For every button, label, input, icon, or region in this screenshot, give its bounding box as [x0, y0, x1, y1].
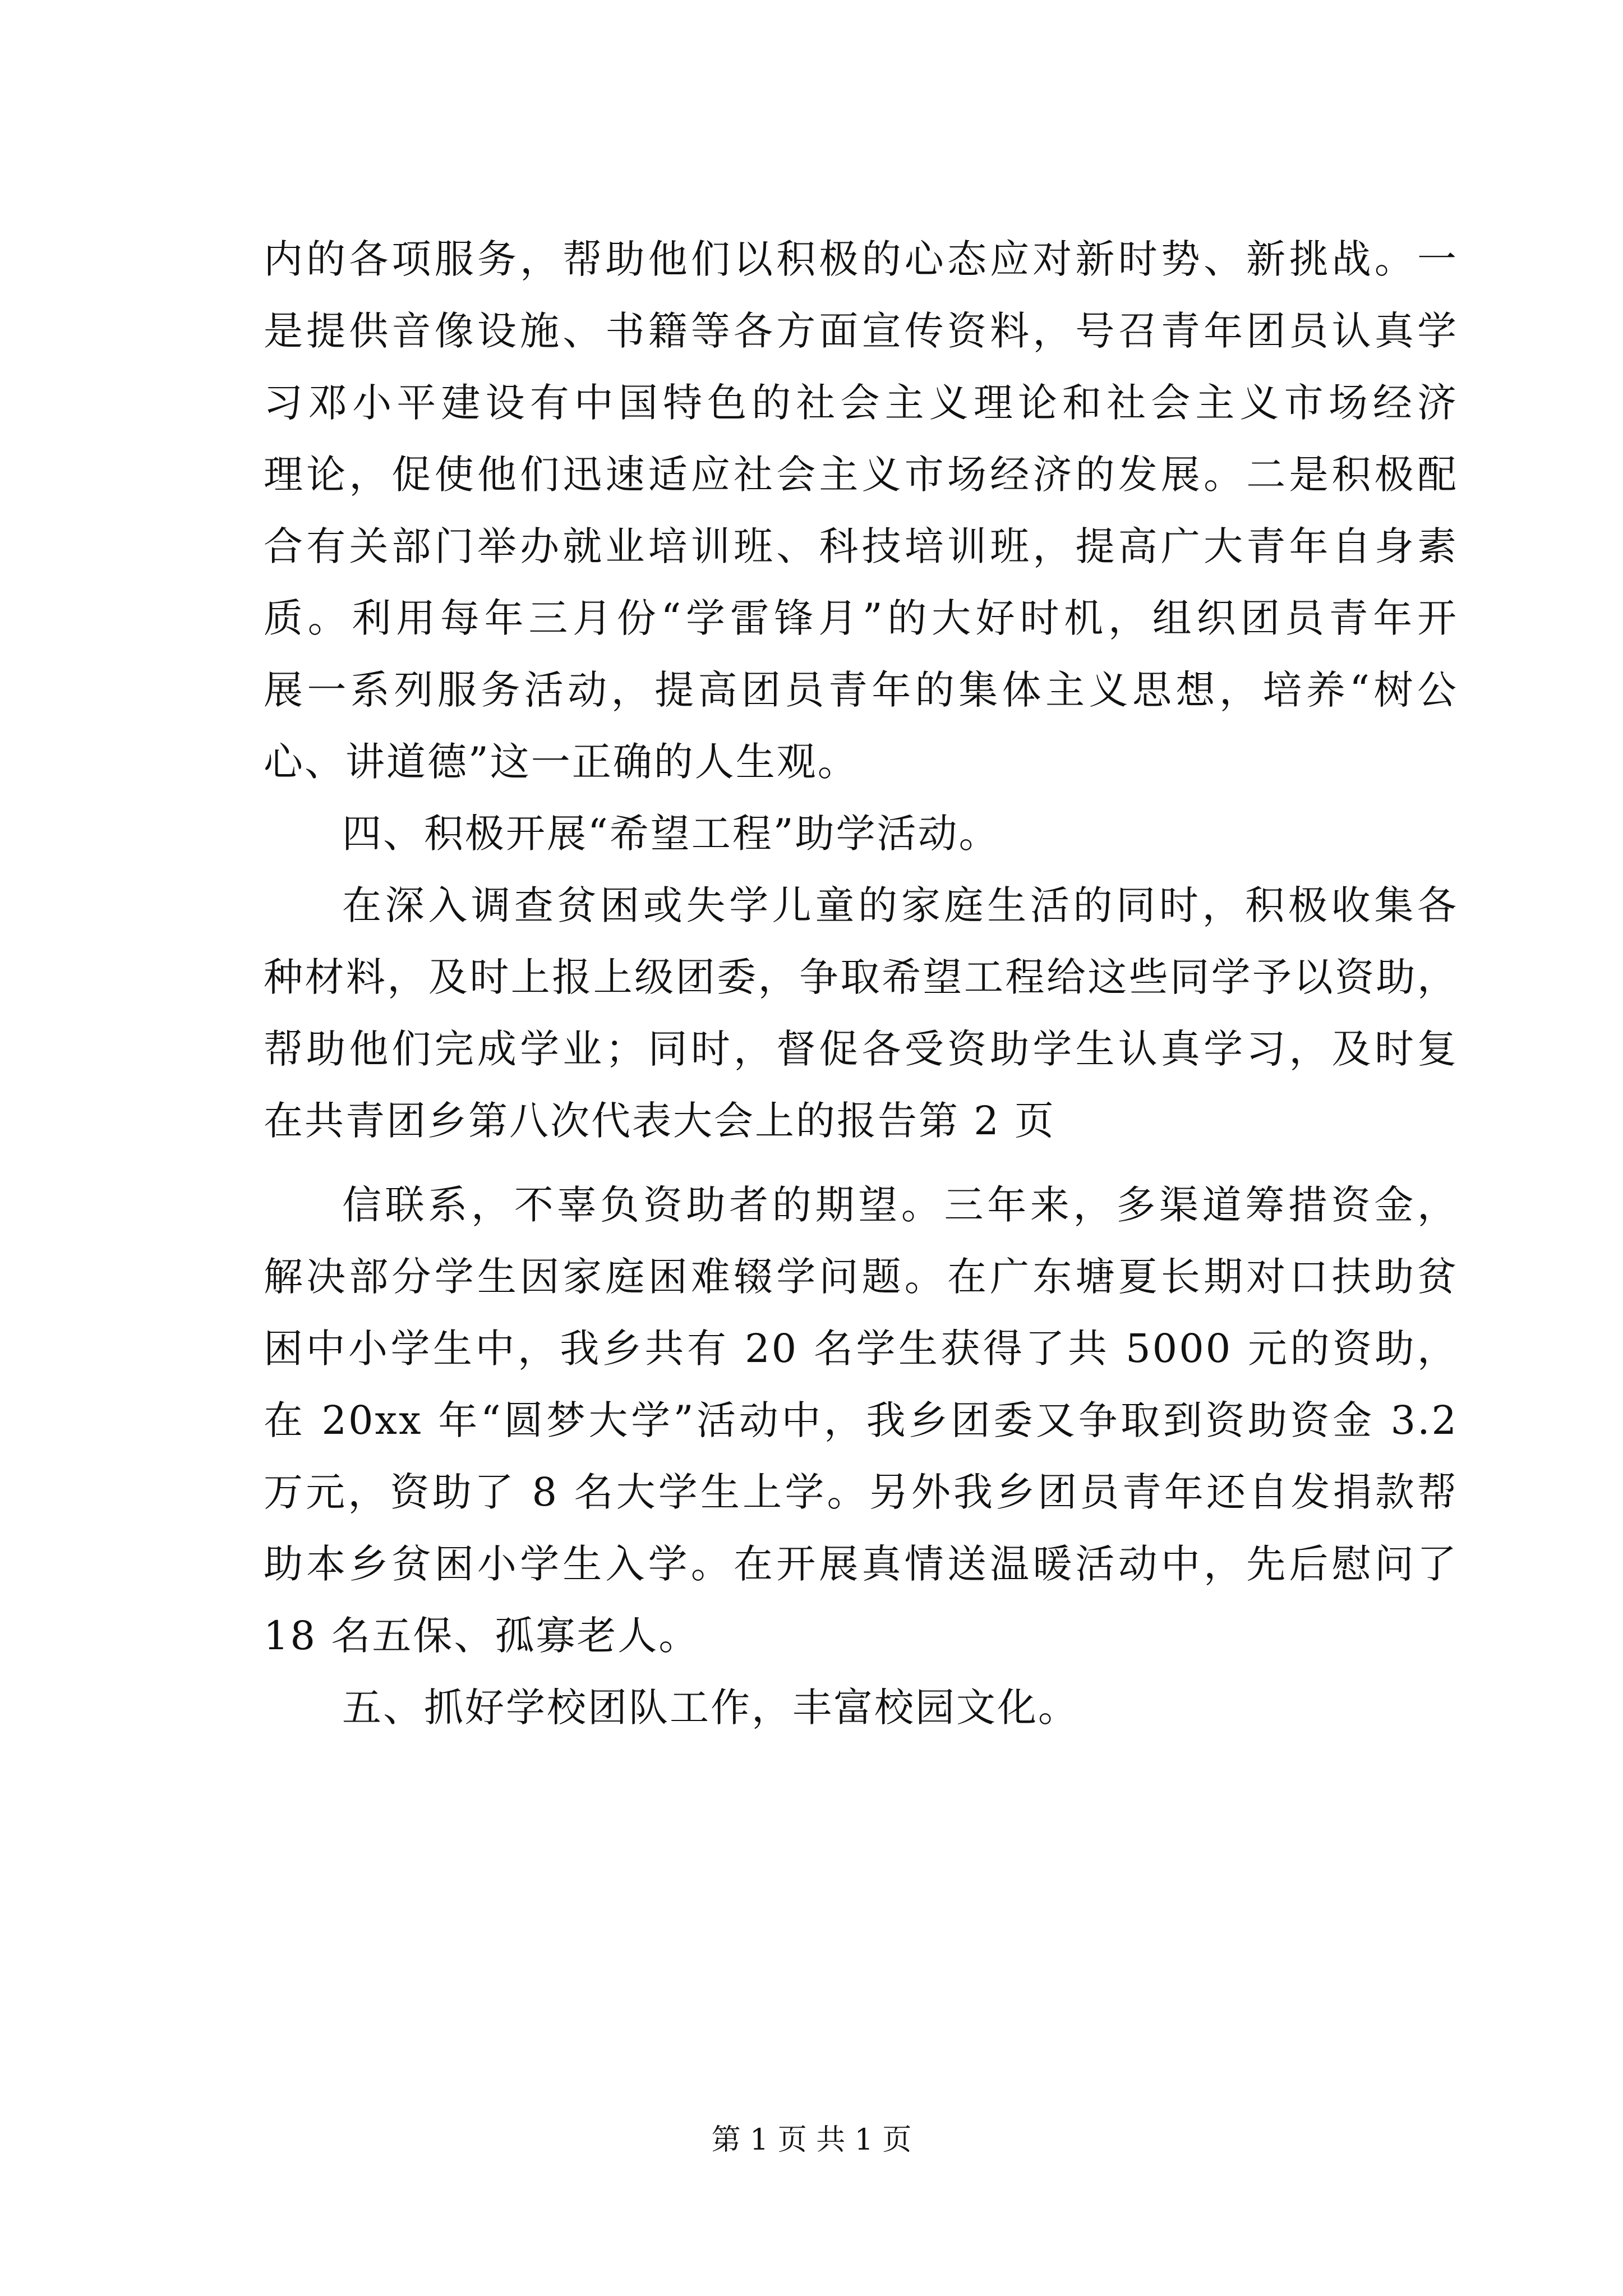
- text-line: 解决部分学生因家庭困难辍学问题。在广东塘夏长期对口扶助贫: [264, 1254, 1458, 1300]
- paragraph-services: [264, 223, 1458, 798]
- text-line: 习邓小平建设有中国特色的社会主义理论和社会主义市场经济: [264, 380, 1458, 426]
- paragraph-hope-project: [264, 869, 1458, 1157]
- section-heading-4: 四、积极开展“希望工程”助学活动。: [342, 811, 1000, 857]
- text-line: 助本乡贫困小学生入学。在开展真情送温暖活动中，先后慰问了: [264, 1541, 1458, 1587]
- text-line: 信联系，不辜负资助者的期望。三年来，多渠道筹措资金，: [342, 1182, 1458, 1228]
- text-line: 帮助他们完成学业；同时，督促各受资助学生认真学习，及时复: [264, 1026, 1458, 1072]
- text-line: 在 20xx 年“圆梦大学”活动中，我乡团委又争取到资助资金 3.2: [264, 1397, 1458, 1443]
- text-line: 心、讲道德”这一正确的人生观。: [264, 739, 859, 785]
- text-line: 理论，促使他们迅速适应社会主义市场经济的发展。二是积极配: [264, 452, 1458, 498]
- text-line: 展一系列服务活动，提高团员青年的集体主义思想，培养“树公: [264, 667, 1458, 713]
- document-body: [264, 223, 1458, 1743]
- paragraph-funding: [264, 1169, 1458, 1672]
- text-line: 种材料，及时上报上级团委，争取希望工程给这些同学予以资助，: [264, 954, 1458, 1000]
- text-line: 18 名五保、孤寡老人。: [264, 1613, 700, 1659]
- text-line: 是提供音像设施、书籍等各方面宣传资料，号召青年团员认真学: [264, 308, 1458, 354]
- page-footer: 第 1 页 共 1 页: [711, 2123, 912, 2157]
- text-line: 内的各项服务，帮助他们以积极的心态应对新时势、新挑战。一: [264, 236, 1458, 282]
- section-heading-5: 五、抓好学校团队工作，丰富校园文化。: [342, 1685, 1079, 1731]
- text-line: 质。利用每年三月份“学雷锋月”的大好时机，组织团员青年开: [264, 595, 1458, 641]
- text-line: 困中小学生中，我乡共有 20 名学生获得了共 5000 元的资助，: [264, 1326, 1458, 1372]
- page-break-label: 在共青团乡第八次代表大会上的报告第 2 页: [264, 1098, 1056, 1144]
- text-line: 在深入调查贫困或失学儿童的家庭生活的同时，积极收集各: [342, 882, 1458, 928]
- text-line: 万元，资助了 8 名大学生上学。另外我乡团员青年还自发捐款帮: [264, 1469, 1458, 1515]
- text-line: 合有关部门举办就业培训班、科技培训班，提高广大青年自身素: [264, 523, 1458, 569]
